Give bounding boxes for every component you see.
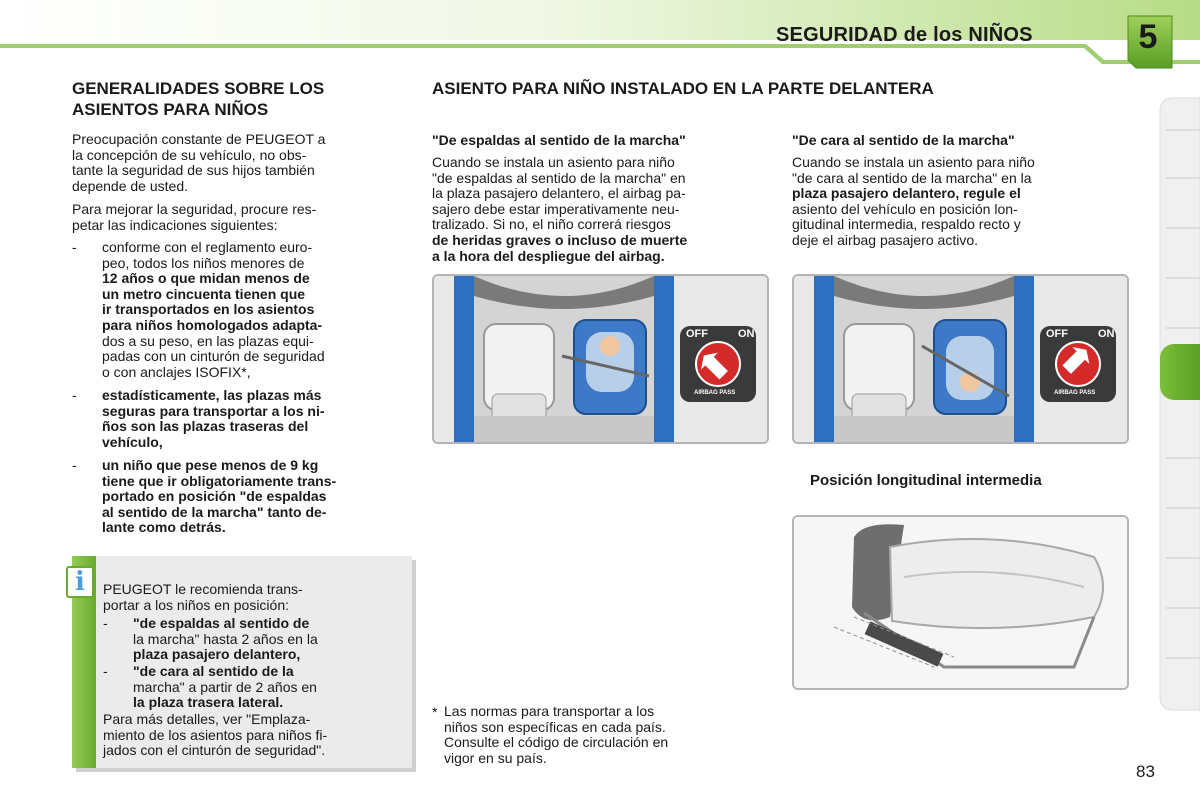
bullet-marker: -	[72, 457, 77, 473]
text-line: petar las indicaciones siguientes:	[72, 216, 278, 233]
text-line: dos a su peso, en las plazas equi-	[102, 332, 314, 349]
forward-facing-illustration	[792, 274, 1129, 444]
text-line-bold: plaza pasajero delantero, regule el	[792, 185, 1021, 202]
advice-paragraph	[72, 202, 408, 233]
text-line: tralizado. Si no, el niño correrá riesgos	[432, 216, 671, 233]
text-line-bold: de heridas graves o incluso de muerte	[432, 231, 688, 248]
text-line: "de espaldas al sentido de la marcha" en	[432, 169, 686, 186]
text-line: peo, todos los niños menores de	[102, 254, 305, 271]
airbag-on-label: ON	[1098, 328, 1115, 340]
info-icon	[66, 566, 94, 598]
rear-facing-title: "De espaldas al sentido de la marcha"	[432, 132, 686, 148]
intro-paragraph	[72, 132, 408, 194]
text-line: asiento del vehículo en posición lon-	[792, 200, 1018, 217]
rear-facing-paragraph	[432, 155, 768, 264]
section-heading-general-line1: GENERALIDADES SOBRE LOS	[72, 79, 325, 98]
text-line: sajero debe estar imperativamente neu-	[432, 200, 680, 217]
bullet-regulation	[102, 240, 408, 380]
bullet-marker: -	[103, 615, 108, 631]
text-line: Las normas para transportar a los	[444, 703, 655, 719]
text-line: PEUGEOT le recomienda trans-	[103, 581, 303, 597]
text-line: "de cara al sentido de la marcha" en la	[792, 169, 1032, 186]
text-line-bold: 12 años o que midan menos de	[102, 270, 310, 287]
airbag-off-label: OFF	[1046, 328, 1068, 340]
text-line: Cuando se instala un asiento para niño	[432, 154, 675, 170]
airbag-on-label: ON	[738, 328, 755, 340]
bullet-marker: -	[103, 663, 108, 679]
text-line: estadísticamente, las plazas más	[102, 387, 322, 403]
airbag-pass-label: AIRBAG PASS	[1054, 390, 1096, 396]
text-line: portar a los niños en posición:	[103, 596, 289, 613]
text-line: portado en posición "de espaldas	[102, 488, 327, 505]
bullet-under-9kg	[102, 458, 408, 536]
text-line: un niño que pese menos de 9 kg	[102, 457, 319, 473]
info-icon-letter: i	[75, 567, 85, 597]
text-line-bold: la plaza trasera lateral.	[133, 694, 284, 711]
chapter-index-tabs	[1156, 88, 1200, 720]
text-line-bold: "de cara al sentido de la	[133, 663, 294, 679]
text-line: la plaza pasajero delantero, el airbag pa-	[432, 185, 686, 202]
text-line: gitudinal intermedia, respaldo recto y	[792, 216, 1021, 233]
text-line: vehículo,	[102, 433, 163, 450]
seat-rail-illustration	[794, 517, 1127, 688]
text-line: jados con el cinturón de seguridad".	[103, 742, 326, 759]
forward-facing-title: "De cara al sentido de la marcha"	[792, 132, 1015, 148]
active-chapter-tab	[1160, 344, 1200, 400]
text-line: conforme con el reglamento euro-	[102, 239, 313, 255]
section-heading-front-seat: ASIENTO PARA NIÑO INSTALADO EN LA PARTE DELANTERA	[432, 79, 934, 98]
page-number: 83	[1136, 762, 1155, 781]
airbag-pass-label: AIRBAG PASS	[694, 390, 736, 396]
chapter-number: 5	[1138, 18, 1158, 56]
text-line: deje el airbag pasajero activo.	[792, 231, 979, 248]
text-line: Cuando se instala un asiento para niño	[792, 154, 1035, 170]
text-line: Preocupación constante de PEUGEOT a	[72, 131, 326, 147]
bullet-statistics	[102, 388, 408, 450]
text-line: o con anclajes ISOFIX*,	[102, 363, 251, 380]
footnote-marker: *	[432, 704, 438, 720]
airbag-off-label: OFF	[686, 328, 708, 340]
text-line: lante como detrás.	[102, 519, 226, 536]
text-line-bold: para niños homologados adapta-	[102, 316, 323, 333]
text-line-bold: ir transportados en los asientos	[102, 301, 315, 318]
text-line-bold: a la hora del despliegue del airbag.	[432, 247, 665, 264]
text-line: vigor en su país.	[444, 749, 547, 766]
seat-position-caption: Posición longitudinal intermedia	[810, 472, 1042, 489]
forward-facing-paragraph	[792, 155, 1128, 249]
text-line: padas con un cinturón de seguridad	[102, 348, 325, 365]
text-line-bold: "de espaldas al sentido de	[133, 615, 310, 631]
text-line: seguras para transportar a los ni-	[102, 402, 325, 419]
text-line: Para más detalles, ver "Emplaza-	[103, 711, 311, 727]
text-line: depende de usted.	[72, 177, 188, 194]
text-line: la marcha" hasta 2 años en la	[133, 630, 318, 647]
info-intro	[103, 582, 401, 613]
text-line: niños son específicas en cada país.	[444, 718, 666, 735]
page-header-title: SEGURIDAD de los NIÑOS	[776, 24, 1033, 46]
text-line: marcha" a partir de 2 años en	[133, 678, 317, 695]
text-line: la concepción de su vehículo, no obs-	[72, 146, 307, 163]
text-line-bold: plaza pasajero delantero,	[133, 646, 301, 663]
info-outro	[103, 712, 401, 759]
rear-facing-illustration	[432, 274, 769, 444]
seat-position-illustration	[792, 515, 1129, 690]
text-line: tiene que ir obligatoriamente trans-	[102, 472, 337, 489]
info-item-rear-facing	[133, 616, 401, 663]
footnote-text	[444, 704, 768, 766]
bullet-marker: -	[72, 387, 77, 403]
bullet-marker: -	[72, 239, 77, 255]
section-heading-general-line2: ASIENTOS PARA NIÑOS	[72, 100, 269, 119]
text-line: tante la seguridad de sus hijos también	[72, 162, 315, 179]
info-item-forward-facing	[133, 664, 401, 711]
text-line: al sentido de la marcha" tanto de-	[102, 503, 327, 520]
text-line: Consulte el código de circulación en	[444, 734, 669, 751]
text-line: Para mejorar la seguridad, procure res-	[72, 201, 317, 217]
text-line-bold: un metro cincuenta tienen que	[102, 285, 306, 302]
text-line: ños son las plazas traseras del	[102, 418, 309, 435]
text-line: miento de los asientos para niños fi-	[103, 726, 328, 743]
